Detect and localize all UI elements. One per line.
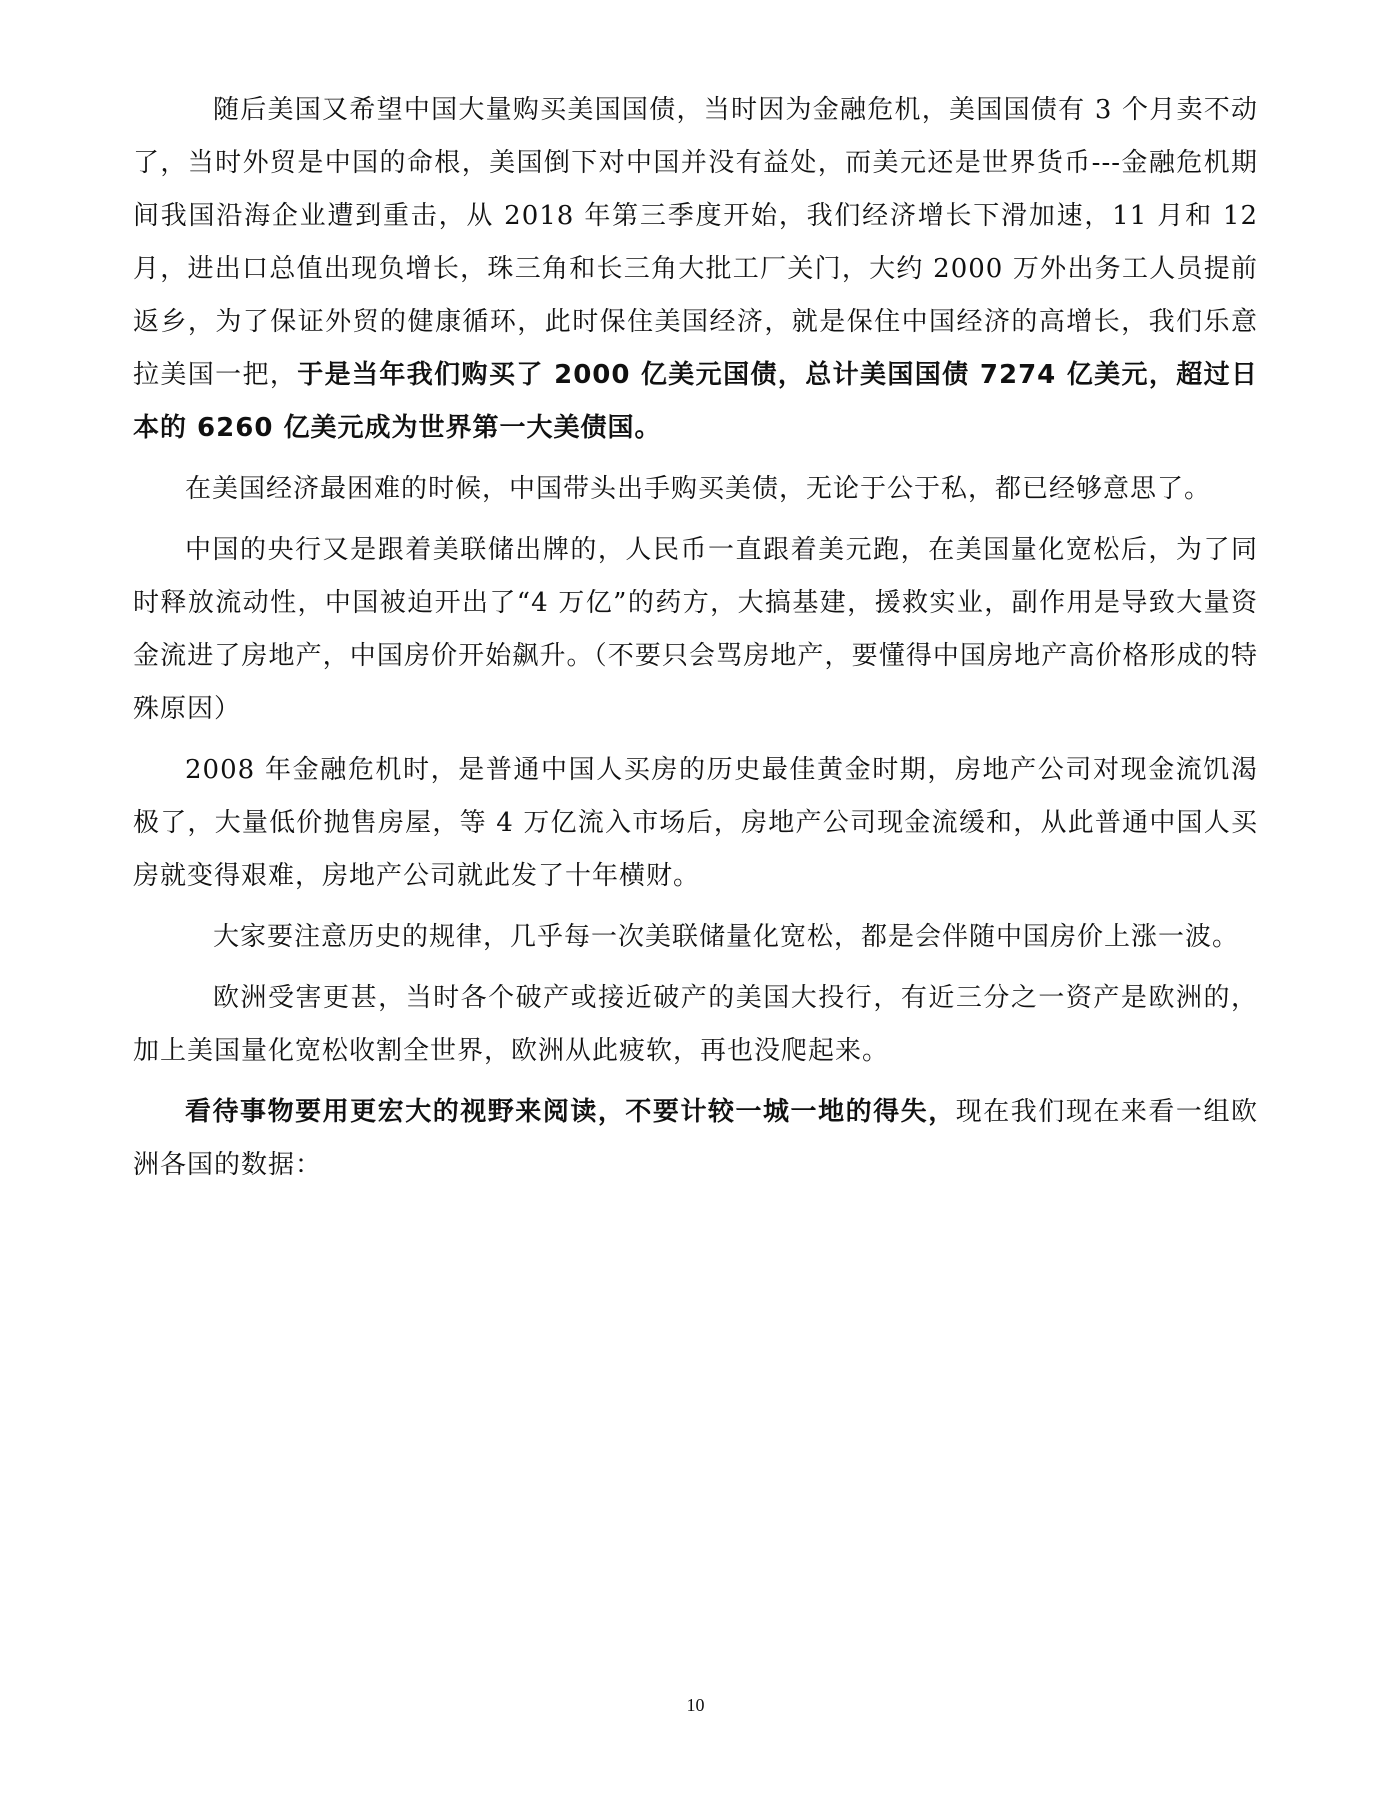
paragraph-us-treasury: [133, 84, 1258, 455]
paragraph-text: 欧洲受害更甚，当时各个破产或接近破产的美国大投行，有近三分之一资产是欧洲的，加上美国量化宽松收割全世界，欧洲从此疲软，再也没爬起来。: [133, 983, 1258, 1066]
paragraph-bold-text: 于是当年我们购买了 2000 亿美元国债，总计美国国债 7274 亿美元，超过日本的 6260 亿美元成为世界第一大美债国。: [133, 360, 1258, 443]
paragraph-2008-housing: [133, 744, 1258, 903]
paragraph-text: 在美国经济最困难的时候，中国带头出手购买美债，无论于公于私，都已经够意思了。: [185, 474, 1212, 504]
paragraph-central-bank: [133, 524, 1258, 736]
paragraph-text: 2008 年金融危机时，是普通中国人买房的历史最佳黄金时期，房地产公司对现金流饥渴极了，大量低价抛售房屋，等 4 万亿流入市场后，房地产公司现金流缓和，从此普通中国人买房就变得艰难，房地产公司就此发了十年横财。: [133, 755, 1258, 891]
paragraph-text: 中国的央行又是跟着美联储出牌的，人民币一直跟着美元跑，在美国量化宽松后，为了同时释放流动性，中国被迫开出了“4 万亿”的药方，大搞基建，援救实业，副作用是导致大量资金流进了房地产，中国房价开始飙升。（不要只会骂房地产，要懂得中国房地产高价格形成的特殊原因）: [133, 535, 1258, 724]
paragraph-europe: [133, 972, 1258, 1078]
paragraph-text: 现在我们现在来看一组欧洲各国的数据：: [133, 1097, 1258, 1180]
paragraph-china-buys-bonds: [133, 463, 1258, 516]
page-number: 10: [686, 1695, 705, 1715]
paragraph-bold-text: 看待事物要用更宏大的视野来阅读，不要计较一城一地的得失，: [185, 1097, 956, 1127]
paragraph-history-pattern: [133, 911, 1258, 964]
paragraph-text: 大家要注意历史的规律，几乎每一次美联储量化宽松，都是会伴随中国房价上涨一波。: [213, 922, 1240, 952]
document-body: [133, 84, 1258, 1200]
paragraph-text: 随后美国又希望中国大量购买美国国债，当时因为金融危机，美国国债有 3 个月卖不动了，当时外贸是中国的命根，美国倒下对中国并没有益处，而美元还是世界货币---金融危机期间我国沿海企业遭到重击，从 2018 年第三季度开始，我们经济增长下滑加速，11 月和 12 月，进出口总值出现负增长，珠三角和长三角大批工厂关门，大约 2000 万外出务工人员提前返乡，为了保证外贸的健康循环，此时保住美国经济，就是保住中国经济的高增长，我们乐意拉美国一把，: [133, 95, 1258, 390]
paragraph-perspective: [133, 1086, 1258, 1192]
